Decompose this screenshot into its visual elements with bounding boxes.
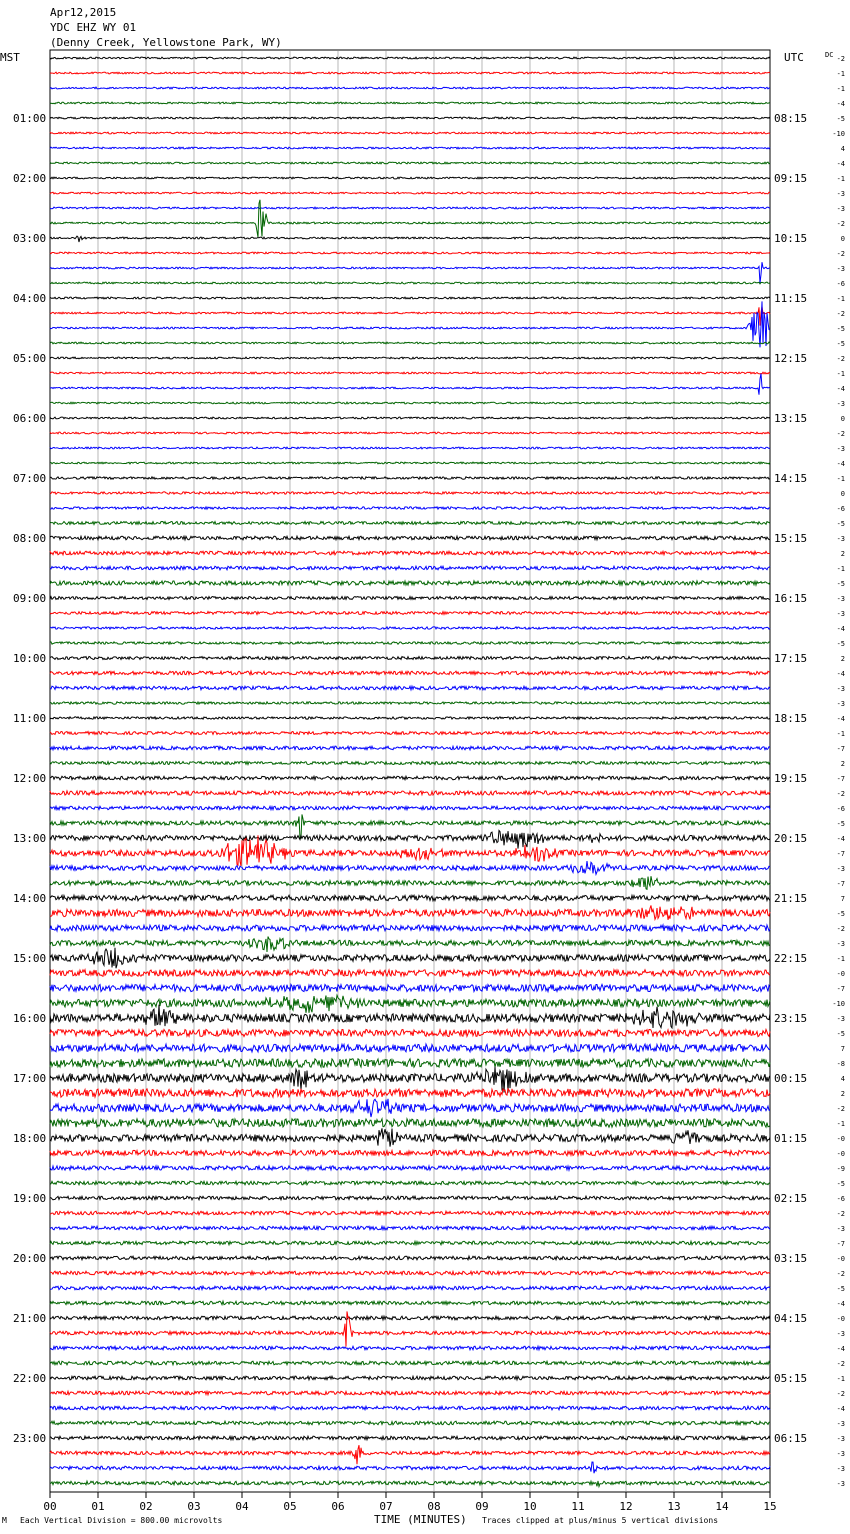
utc-hour-label: 06:15 (774, 1432, 808, 1445)
mst-hour-label: 03:00 (13, 232, 47, 245)
dc-offset-value: -10 (832, 130, 845, 138)
mst-hour-label: 21:00 (13, 1312, 47, 1325)
dc-offset-value: -4 (836, 625, 845, 633)
utc-hour-label: 16:15 (774, 592, 808, 605)
utc-hour-label: 13:15 (774, 412, 808, 425)
trace-line (50, 1181, 770, 1185)
trace-line (50, 671, 770, 675)
utc-hour-label: 02:15 (774, 1192, 808, 1205)
dc-offset-value: -4 (836, 385, 845, 393)
trace-line (50, 192, 770, 194)
dc-offset-value: -5 (836, 520, 845, 528)
mst-hour-label: 23:00 (13, 1432, 47, 1445)
trace-line (50, 1421, 770, 1425)
trace-line (50, 357, 770, 359)
dc-offset-value: 0 (840, 235, 845, 243)
mst-hour-label: 15:00 (13, 952, 47, 965)
trace-line (50, 417, 770, 419)
trace-line (50, 1166, 770, 1170)
trace-line (50, 342, 770, 344)
trace-line (50, 1256, 770, 1260)
dc-offset-title: DC (825, 51, 834, 59)
dc-offset-value: -1 (836, 1120, 845, 1128)
trace-line (50, 132, 770, 134)
trace-line (50, 87, 770, 89)
seismic-traces (50, 57, 770, 1486)
trace-line (50, 447, 770, 449)
dc-offset-value: -2 (836, 310, 845, 318)
dc-offset-value: -10 (832, 1000, 845, 1008)
trace-line (50, 762, 770, 765)
trace-line (50, 830, 770, 848)
trace-line (50, 984, 770, 991)
utc-hour-label: 03:15 (774, 1252, 808, 1265)
x-tick-label: 13 (667, 1500, 681, 1513)
trace-line (50, 746, 770, 750)
trace-line (50, 702, 770, 704)
trace-line (50, 776, 770, 780)
trace-line (50, 1005, 770, 1028)
trace-line (50, 551, 770, 555)
dc-offset-value: -8 (836, 1060, 845, 1068)
dc-offset-value: -1 (836, 730, 845, 738)
dc-offset-value: -7 (836, 1240, 845, 1248)
scale-note: Each Vertical Division = 800.00 microvolts (20, 1516, 223, 1525)
x-tick-label: 11 (571, 1500, 585, 1513)
dc-offset-value: -3 (836, 535, 845, 543)
utc-hour-label: 15:15 (774, 532, 808, 545)
utc-hour-label: 09:15 (774, 172, 808, 185)
dc-offset-value: 2 (840, 655, 845, 663)
dc-offset-value: -4 (836, 715, 845, 723)
trace-line (50, 492, 770, 494)
dc-offset-value: -4 (836, 460, 845, 468)
dc-offset-value: -6 (836, 805, 845, 813)
dc-offset-value: 4 (840, 145, 845, 153)
dc-offset-value: -2 (836, 1360, 845, 1368)
dc-offset-value: -5 (836, 115, 845, 123)
x-tick-label: 01 (91, 1500, 105, 1513)
dc-offset-value: -2 (836, 1270, 845, 1278)
dc-offset-value: -2 (836, 790, 845, 798)
dc-offset-value: -3 (836, 700, 845, 708)
trace-line (50, 995, 770, 1013)
dc-offset-value: -7 (836, 745, 845, 753)
mst-hour-label: 17:00 (13, 1072, 47, 1085)
mst-hour-label: 16:00 (13, 1012, 47, 1025)
trace-line (50, 937, 770, 952)
dc-offset-value: -3 (836, 190, 845, 198)
dc-offset-value: -1 (836, 370, 845, 378)
trace-line (50, 1119, 770, 1127)
x-tick-label: 10 (523, 1500, 537, 1513)
dc-offset-value: -2 (836, 250, 845, 258)
dc-offset-value: -1 (836, 175, 845, 183)
x-tick-label: 02 (139, 1500, 153, 1513)
utc-hour-label: 18:15 (774, 712, 808, 725)
dc-offset-value: -7 (836, 850, 845, 858)
trace-line (50, 1481, 770, 1487)
trace-line (50, 1241, 770, 1245)
dc-offset-value: -3 (836, 865, 845, 873)
utc-hour-label: 20:15 (774, 832, 808, 845)
dc-offset-value: -0 (836, 1255, 845, 1263)
dc-offset-value: -1 (836, 70, 845, 78)
trace-line (50, 895, 770, 900)
dc-offset-value: -4 (836, 160, 845, 168)
dc-offset-value: -5 (836, 910, 845, 918)
trace-line (50, 657, 770, 660)
trace-line (50, 236, 770, 242)
mst-hour-label: 07:00 (13, 472, 47, 485)
trace-line (50, 566, 770, 570)
dc-offset-value: -1 (836, 1375, 845, 1383)
x-tick-label: 12 (619, 1500, 633, 1513)
trace-line (50, 1361, 770, 1365)
trace-line (50, 282, 770, 284)
utc-hour-label: 00:15 (774, 1072, 808, 1085)
utc-hour-label: 14:15 (774, 472, 808, 485)
mst-hour-label: 01:00 (13, 112, 47, 125)
dc-offset-value: -3 (836, 1420, 845, 1428)
utc-hour-label: 17:15 (774, 652, 808, 665)
trace-line (50, 627, 770, 629)
trace-line (50, 1391, 770, 1395)
dc-offset-value: -4 (836, 670, 845, 678)
trace-line (50, 507, 770, 509)
trace-line (50, 1044, 770, 1052)
utc-hour-label: 21:15 (774, 892, 808, 905)
trace-line (50, 876, 770, 889)
trace-line (50, 1196, 770, 1200)
utc-hour-label: 19:15 (774, 772, 808, 785)
trace-line (50, 177, 770, 179)
mst-hour-label: 08:00 (13, 532, 47, 545)
dc-offset-value: -3 (836, 1480, 845, 1488)
utc-hour-label: 04:15 (774, 1312, 808, 1325)
trace-line (50, 477, 770, 479)
x-tick-label: 08 (427, 1500, 441, 1513)
dc-offset-value: -2 (836, 55, 845, 63)
trace-line (50, 1128, 770, 1146)
dc-offset-value: -3 (836, 1435, 845, 1443)
trace-line (50, 717, 770, 719)
plot-grid (50, 50, 770, 1492)
dc-offset-value: -4 (836, 100, 845, 108)
utc-hour-label: 12:15 (774, 352, 808, 365)
trace-line (50, 374, 770, 395)
dc-offset-value: -5 (836, 340, 845, 348)
x-tick-label: 00 (43, 1500, 57, 1513)
dc-offset-value: -7 (836, 985, 845, 993)
dc-offset-value: 0 (840, 415, 845, 423)
trace-line (50, 432, 770, 434)
dc-offset-value: -2 (836, 1210, 845, 1218)
mst-hour-label: 14:00 (13, 892, 47, 905)
utc-hour-label: 10:15 (774, 232, 808, 245)
trace-line (50, 581, 770, 585)
trace-line (50, 1436, 770, 1440)
dc-offset-value: 7 (840, 895, 845, 903)
dc-offset-value: -5 (836, 1030, 845, 1038)
trace-line (50, 207, 770, 209)
trace-line (50, 306, 770, 325)
dc-offset-value: -0 (836, 970, 845, 978)
trace-line (50, 861, 770, 874)
trace-line (50, 1301, 770, 1305)
trace-line (50, 1211, 770, 1215)
trace-line (50, 57, 770, 59)
trace-line (50, 462, 770, 464)
dc-offset-value: -6 (836, 505, 845, 513)
trace-line (50, 1067, 770, 1093)
dc-offset-value: -0 (836, 1135, 845, 1143)
dc-offset-value: 0 (840, 490, 845, 498)
mst-hour-label: 09:00 (13, 592, 47, 605)
mst-hour-label: 10:00 (13, 652, 47, 665)
trace-line (50, 1286, 770, 1290)
trace-line (50, 686, 770, 690)
trace-line (50, 200, 770, 238)
dc-offset-value: -3 (836, 685, 845, 693)
dc-offset-value: -3 (836, 1015, 845, 1023)
dc-offset-value: -6 (836, 280, 845, 288)
trace-line (50, 1271, 770, 1275)
dc-offset-value: -4 (836, 1345, 845, 1353)
dc-offset-value: -3 (836, 595, 845, 603)
plot-date: Apr12,2015 (50, 6, 117, 19)
x-axis (43, 1492, 776, 1513)
x-tick-label: 09 (475, 1500, 489, 1513)
trace-line (50, 791, 770, 795)
trace-line (50, 297, 770, 299)
dc-offset-value: -3 (836, 1330, 845, 1338)
trace-line (50, 1406, 770, 1410)
dc-offset-value: -5 (836, 1180, 845, 1188)
station-code: YDC EHZ WY 01 (50, 21, 137, 34)
dc-offset-value: -3 (836, 400, 845, 408)
trace-line (50, 1226, 770, 1230)
mst-hour-label: 04:00 (13, 292, 47, 305)
trace-line (50, 948, 770, 969)
dc-offset-value: -3 (836, 205, 845, 213)
x-tick-label: 07 (379, 1500, 393, 1513)
trace-line (50, 522, 770, 525)
dc-offset-value: -1 (836, 85, 845, 93)
dc-offset-value: 2 (840, 550, 845, 558)
trace-line (50, 1376, 770, 1380)
trace-line (50, 1029, 770, 1036)
x-tick-label: 14 (715, 1500, 729, 1513)
trace-line (50, 1316, 770, 1320)
mst-hour-label: 05:00 (13, 352, 47, 365)
trace-line (50, 147, 770, 149)
dc-offset-value: 2 (840, 1090, 845, 1098)
x-axis-label: TIME (MINUTES) (374, 1513, 467, 1526)
trace-line (50, 806, 770, 810)
utc-hour-label: 01:15 (774, 1132, 808, 1145)
dc-offset-value: -5 (836, 325, 845, 333)
mst-hour-label: 19:00 (13, 1192, 47, 1205)
dc-offset-value: 2 (840, 760, 845, 768)
mst-hour-label: 22:00 (13, 1372, 47, 1385)
dc-offset-value: -2 (836, 355, 845, 363)
dc-offset-value: -3 (836, 610, 845, 618)
mst-hour-label: 20:00 (13, 1252, 47, 1265)
dc-offset-value: -4 (836, 1405, 845, 1413)
dc-offset-value: -4 (836, 835, 845, 843)
dc-offset-value: 7 (840, 1045, 845, 1053)
mst-hour-label: 12:00 (13, 772, 47, 785)
trace-line (50, 301, 770, 347)
trace-line (50, 1462, 770, 1473)
dc-offset-value: -3 (836, 1465, 845, 1473)
trace-line (50, 402, 770, 404)
trace-line (50, 1099, 770, 1117)
dc-offset-value: -2 (836, 925, 845, 933)
plot-frame (50, 50, 770, 1492)
dc-offset-value: -5 (836, 580, 845, 588)
dc-offset-value: -1 (836, 565, 845, 573)
trace-line (50, 925, 770, 931)
trace-line (50, 102, 770, 104)
trace-line (50, 905, 770, 919)
trace-line (50, 117, 770, 119)
trace-line (50, 1346, 770, 1350)
dc-offset-value: -2 (836, 220, 845, 228)
dc-offset-value: -5 (836, 1285, 845, 1293)
mst-hour-label: 13:00 (13, 832, 47, 845)
utc-hour-label: 11:15 (774, 292, 808, 305)
dc-offset-value: -3 (836, 445, 845, 453)
trace-line (50, 642, 770, 644)
dc-offset-value: -5 (836, 640, 845, 648)
mst-hour-label: 11:00 (13, 712, 47, 725)
trace-line (50, 536, 770, 540)
utc-hour-label: 22:15 (774, 952, 808, 965)
dc-offset-value: -1 (836, 295, 845, 303)
dc-offset-value: -1 (836, 955, 845, 963)
mst-hour-label: 18:00 (13, 1132, 47, 1145)
dc-offset-value: -0 (836, 1150, 845, 1158)
utc-hour-label: 23:15 (774, 1012, 808, 1025)
trace-line (50, 597, 770, 600)
mst-axis-title: MST (0, 51, 20, 64)
dc-offset-value: -0 (836, 1315, 845, 1323)
trace-line (50, 1059, 770, 1067)
dc-offset-value: -7 (836, 880, 845, 888)
dc-offset-value: -3 (836, 1225, 845, 1233)
dc-offset-value: -1 (836, 475, 845, 483)
mst-hour-label: 02:00 (13, 172, 47, 185)
utc-axis-title: UTC (784, 51, 804, 64)
utc-hour-label: 05:15 (774, 1372, 808, 1385)
dc-offset-value: -2 (836, 1390, 845, 1398)
dc-offset-value: -5 (836, 820, 845, 828)
corner-mark: M (2, 1516, 7, 1525)
dc-offset-value: -2 (836, 1105, 845, 1113)
trace-line (50, 1089, 770, 1097)
trace-line (50, 162, 770, 164)
utc-hour-label: 08:15 (774, 112, 808, 125)
station-location: (Denny Creek, Yellowstone Park, WY) (50, 36, 282, 49)
x-tick-label: 06 (331, 1500, 345, 1513)
trace-line (50, 814, 770, 838)
dc-offset-value: -6 (836, 1195, 845, 1203)
trace-line (50, 970, 770, 977)
dc-offset-value: -7 (836, 775, 845, 783)
dc-offset-value: -3 (836, 940, 845, 948)
clip-note: Traces clipped at plus/minus 5 vertical divisions (482, 1516, 719, 1525)
dc-offset-value: -4 (836, 1300, 845, 1308)
trace-line (50, 1445, 770, 1464)
trace-line (50, 262, 770, 283)
x-tick-label: 15 (763, 1500, 777, 1513)
trace-line (50, 372, 770, 374)
dc-offset-value: -9 (836, 1165, 845, 1173)
mst-hour-label: 06:00 (13, 412, 47, 425)
dc-offset-value: -3 (836, 1450, 845, 1458)
trace-line (50, 732, 770, 735)
dc-offset-value: -2 (836, 430, 845, 438)
trace-line (50, 252, 770, 254)
trace-line (50, 1150, 770, 1155)
dc-offset-value: -3 (836, 265, 845, 273)
dc-offset-value: 4 (840, 1075, 845, 1083)
x-tick-label: 03 (187, 1500, 201, 1513)
x-tick-label: 04 (235, 1500, 249, 1513)
trace-line (50, 612, 770, 615)
trace-line (50, 72, 770, 74)
x-tick-label: 05 (283, 1500, 297, 1513)
